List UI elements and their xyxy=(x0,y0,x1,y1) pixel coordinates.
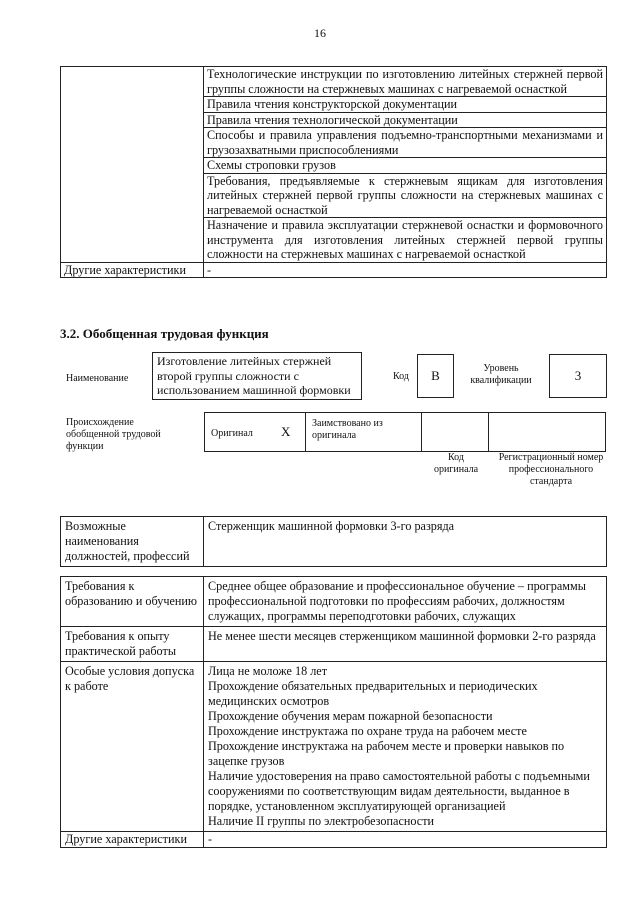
positions-label: Возможные наименования должностей, профессий xyxy=(61,517,204,567)
table-row xyxy=(61,662,607,832)
divider xyxy=(421,412,422,451)
positions-value: Стерженщик машинной формовки 3-го разряда xyxy=(204,517,607,567)
other-characteristics-label: Другие характеристики xyxy=(61,832,204,848)
list-item: Наличие удостоверения на право самостоятельной работы с подъемными сооружениями по соответствующим видам деятельности, выданное в порядке, установленном эксплуатирующей организацией xyxy=(208,769,590,813)
code-value: В xyxy=(417,354,454,398)
positions-table xyxy=(60,516,607,567)
knowledge-item: Технологические инструкции по изготовлению литейных стержней первой группы сложности на стержневых машинах с нагреваемой оснасткой xyxy=(204,67,607,97)
other-characteristics-value: - xyxy=(204,832,607,848)
knowledge-item: Правила чтения конструкторской документации xyxy=(204,97,607,113)
conditions-list xyxy=(204,662,607,832)
knowledge-item: Способы и правила управления подъемно-транспортными механизмами и грузозахватными приспособлениями xyxy=(204,128,607,158)
other-characteristics-label: Другие характеристики xyxy=(61,262,204,278)
knowledge-table xyxy=(60,66,607,278)
knowledge-item: Назначение и правила эксплуатации стержневой оснастки и формовочного инструмента для изготовления литейных стержней первой группы сложности на стержневых машинах с нагреваемой оснасткой xyxy=(204,218,607,263)
table-row xyxy=(61,67,607,97)
list-item: Лица не моложе 18 лет xyxy=(208,664,328,678)
list-item: Наличие II группы по электробезопасности xyxy=(208,814,435,828)
section-title: 3.2. Обобщенная трудовая функция xyxy=(60,326,269,341)
experience-value: Не менее шести месяцев стерженщиком машинной формовки 2-го разряда xyxy=(204,627,607,662)
list-item: Прохождение инструктажа на рабочем месте и проверки навыков по зацепке грузов xyxy=(208,739,565,768)
name-label: Наименование xyxy=(66,373,129,384)
table-row xyxy=(61,262,607,278)
original-label: Оригинал xyxy=(211,428,253,439)
table-row xyxy=(61,517,607,567)
table-row xyxy=(61,577,607,627)
level-label: Уровень квалификации xyxy=(470,363,532,386)
original-mark: X xyxy=(281,424,291,439)
reg-number-caption: Регистрационный номер профессионального стандарта xyxy=(498,452,604,487)
gtf-name-value: Изготовление литейных стержней второй группы сложности с использованием машинной формовки xyxy=(152,352,362,400)
knowledge-item: Требования, предъявляемые к стержневым ящикам для изготовления литейных стержней первой группы сложности на стержневых машинах с нагреваемой оснасткой xyxy=(204,173,607,218)
knowledge-item: Правила чтения технологической документации xyxy=(204,112,607,128)
divider xyxy=(488,412,489,451)
list-item: Прохождение обязательных предварительных и периодических медицинских осмотров xyxy=(208,679,538,708)
experience-label: Требования к опыту практической работы xyxy=(61,627,204,662)
divider xyxy=(305,412,306,451)
education-label: Требования к образованию и обучению xyxy=(61,577,204,627)
conditions-label: Особые условия допуска к работе xyxy=(61,662,204,832)
other-characteristics-value: - xyxy=(204,262,607,278)
list-item: Прохождение инструктажа по охране труда на рабочем месте xyxy=(208,724,527,738)
code-original-caption: Код оригинала xyxy=(433,452,479,475)
empty-label-cell xyxy=(61,67,204,263)
list-item: Прохождение обучения мерам пожарной безопасности xyxy=(208,709,493,723)
borrowed-label: Заимствовано из оригинала xyxy=(312,418,383,441)
table-row xyxy=(61,832,607,848)
education-value: Среднее общее образование и профессиональное обучение – программы профессиональной подготовки по профессиям рабочих, должностям служащих, программы переподготовки рабочих, служащих xyxy=(204,577,607,627)
origin-label: Происхождение обобщенной трудовой функции xyxy=(66,417,161,452)
knowledge-item: Схемы строповки грузов xyxy=(204,158,607,174)
table-row xyxy=(61,627,607,662)
code-label: Код xyxy=(393,371,409,382)
level-value: 3 xyxy=(549,354,607,398)
requirements-table xyxy=(60,576,607,848)
page-number: 16 xyxy=(314,26,326,40)
